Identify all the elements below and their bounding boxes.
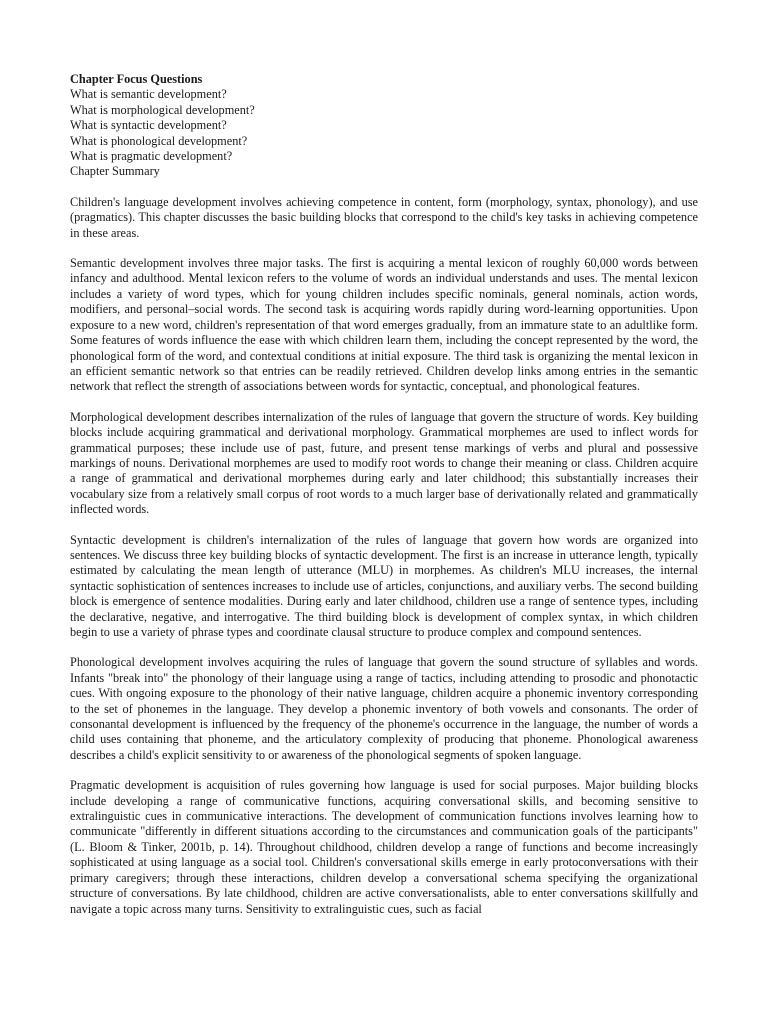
focus-question-semantic: What is semantic development? <box>70 87 227 102</box>
chapter-focus-heading: Chapter Focus Questions <box>70 72 203 86</box>
document-page <box>70 72 698 932</box>
focus-question-phonological: What is phonological development? <box>70 133 248 148</box>
paragraph-phonological: Phonological development involves acquiring the rules of language that govern the sound structure of syllables and words. Infants "break into" the phonology of their language using a range of tactics, including attending to prosodic and phonotactic cues. With ongoing exposure to the phonology of their native language, children acquire a phonemic inventory corresponding to the set of phonemes in the language. They develop a phonemic inventory of both vowels and consonants. The order of consonantal development is influenced by the frequency of the phoneme's occurrence in the language, the number of words a child uses containing that phoneme, and the articulatory complexity of producing that phoneme. Phonological awareness describes a child's explicit sensitivity to or awareness of the phonological segments of spoken language. <box>70 655 698 762</box>
paragraph-intro: Children's language development involves achieving competence in content, form (morphology, syntax, phonology), and use (pragmatics). This chapter discusses the basic building blocks that correspond to the child's key tasks in achieving competence in these areas. <box>70 194 698 240</box>
focus-question-pragmatic: What is pragmatic development? <box>70 149 233 164</box>
paragraph-pragmatic: Pragmatic development is acquisition of rules governing how language is used for social purposes. Major building blocks include developing a range of communicative functions, acquiring conversational skills, and becoming sensitive to extralinguistic cues in communicative interactions. The development of communication functions involves learning how to communicate "differently in different situations according to the circumstances and communication goals of the participants" (L. Bloom & Tinker, 2001b, p. 14). Throughout childhood, children develop a range of functions and become increasingly sophisticated at using language as a social tool. Children's conversational skills emerge in early protoconversations with their primary caregivers; through these interactions, children develop a conversational schema specifying the organizational structure of conversations. By late childhood, children are active conversationalists, able to enter conversations skillfully and navigate a topic across many turns. Sensitivity to extralinguistic cues, such as facial <box>70 778 698 916</box>
chapter-summary-label: Chapter Summary <box>70 164 160 179</box>
focus-question-syntactic: What is syntactic development? <box>70 118 227 133</box>
paragraph-semantic: Semantic development involves three major tasks. The first is acquiring a mental lexicon of roughly 60,000 words between infancy and adulthood. Mental lexicon refers to the volume of words an individual understands and uses. The mental lexicon includes a variety of word types, which for young children includes specific nominals, general nominals, action words, modifiers, and personal–social words. The second task is acquiring words rapidly during word-learning opportunities. Upon exposure to a new word, children's representation of that word emerges gradually, from an immature state to an adultlike form. Some features of words influence the ease with which children learn them, including the concept represented by the word, the phonological form of the word, and contextual conditions at initial exposure. The third task is organizing the mental lexicon in an efficient semantic network so that entries can be readily retrieved. Children develop links among entries in the semantic network that reflect the strength of associations between words for syntactic, conceptual, and phonological features. <box>70 256 698 394</box>
paragraph-syntactic: Syntactic development is children's internalization of the rules of language that govern how words are organized into sentences. We discuss three key building blocks of syntactic development. The first is an increase in utterance length, typically estimated by calculating the mean length of utterance (MLU) in morphemes. As children's MLU increases, the internal syntactic sophistication of sentences increases to include use of articles, conjunctions, and auxiliary verbs. The second building block is emergence of sentence modalities. During early and later childhood, children use a range of sentence types, including the declarative, negative, and interrogative. The third building block is development of complex syntax, in which children begin to use a variety of phrase types and coordinate clausal structure to produce complex and compound sentences. <box>70 532 698 639</box>
paragraph-morphological: Morphological development describes internalization of the rules of language that govern the structure of words. Key building blocks include acquiring grammatical and derivational morphology. Grammatical morphemes are used to inflect words for grammatical purposes; these include use of past, future, and present tense markings of verbs and plural and possessive markings of nouns. Derivational morphemes are used to modify root words to change their meaning or class. Children acquire a range of grammatical and derivational morphemes during early and later childhood; this substantially increases their vocabulary size from a relatively small corpus of root words to a much larger base of derivationally related and grammatically inflected words. <box>70 409 698 517</box>
focus-question-morphological: What is morphological development? <box>70 102 255 117</box>
